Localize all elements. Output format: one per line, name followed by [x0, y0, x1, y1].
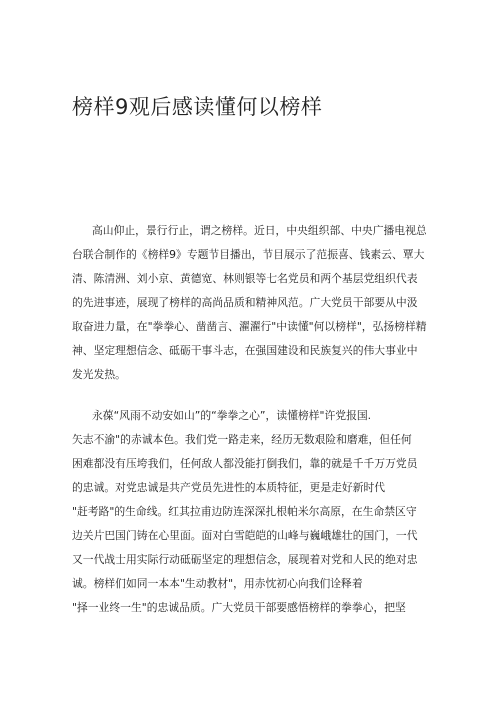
paragraph-line: 发光发热。: [72, 368, 126, 381]
paragraph-line: "赶考路"的生命线。红其拉甫边防连深深扎根帕米尔高原，在生命禁区守: [72, 505, 417, 518]
paragraph-line: 边关片巴国门铸在心里面。面对白雪皑皑的山峰与巍峨雄壮的国门，一代: [72, 529, 418, 542]
paragraph-line: 永葆“风雨不动安如山”的“拳拳之心”，读懂榜样"许党报国.: [92, 409, 372, 422]
paragraph-line: 困难都没有压垮我们，任何敌人都没能打倒我们，靠的就是千千万万党员: [72, 457, 418, 470]
paragraph-line: 的先进事迹，展现了榜样的高尚品质和精神风范。广大党员干部要从中汲: [72, 296, 418, 309]
paragraph-line: 矢志不渝"的赤诚本色。我们党一路走来，经历无数艰险和磨难，但任何: [72, 433, 412, 446]
paragraph-line: 的忠诚。对党忠诚是共产党员先进性的本质特征，更是走好新时代: [72, 481, 386, 494]
paragraph-line: 清、陈清洲、刘小京、黄德宽、林则银等七名党员和两个基层党组织代表: [72, 272, 418, 285]
paragraph-line: 取奋进力量，在"拳拳心、凿凿言、濯濯行"中读懂"何以榜样"，弘扬榜样精: [72, 320, 427, 333]
document-title: 榜样9观后感读懂何以榜样: [72, 95, 323, 119]
paragraph-line: 高山仰止，景行行止，谓之榜样。近日，中央组织部、中央广播电视总: [92, 224, 427, 237]
paragraph-line: 神、坚定理想信念、砥砺干事斗志，在强国建设和民族复兴的伟大事业中: [72, 344, 418, 357]
paragraph-line: 又一代战士用实际行动砥砺坚定的理想信念，展现着对党和人民的绝对忠: [72, 553, 418, 566]
paragraph-line: 诚。榜样们如同一本本"生动教材"，用赤忱初心向我们诠释着: [72, 577, 363, 590]
paragraph-line: 台联合制作的《榜样9》专题节目播出，节目展示了范振喜、钱素云、覃大: [72, 248, 425, 261]
paragraph-line: "择一业终一生"的忠诚品质。广大党员干部要感悟榜样的拳拳心，把坚: [72, 601, 406, 614]
